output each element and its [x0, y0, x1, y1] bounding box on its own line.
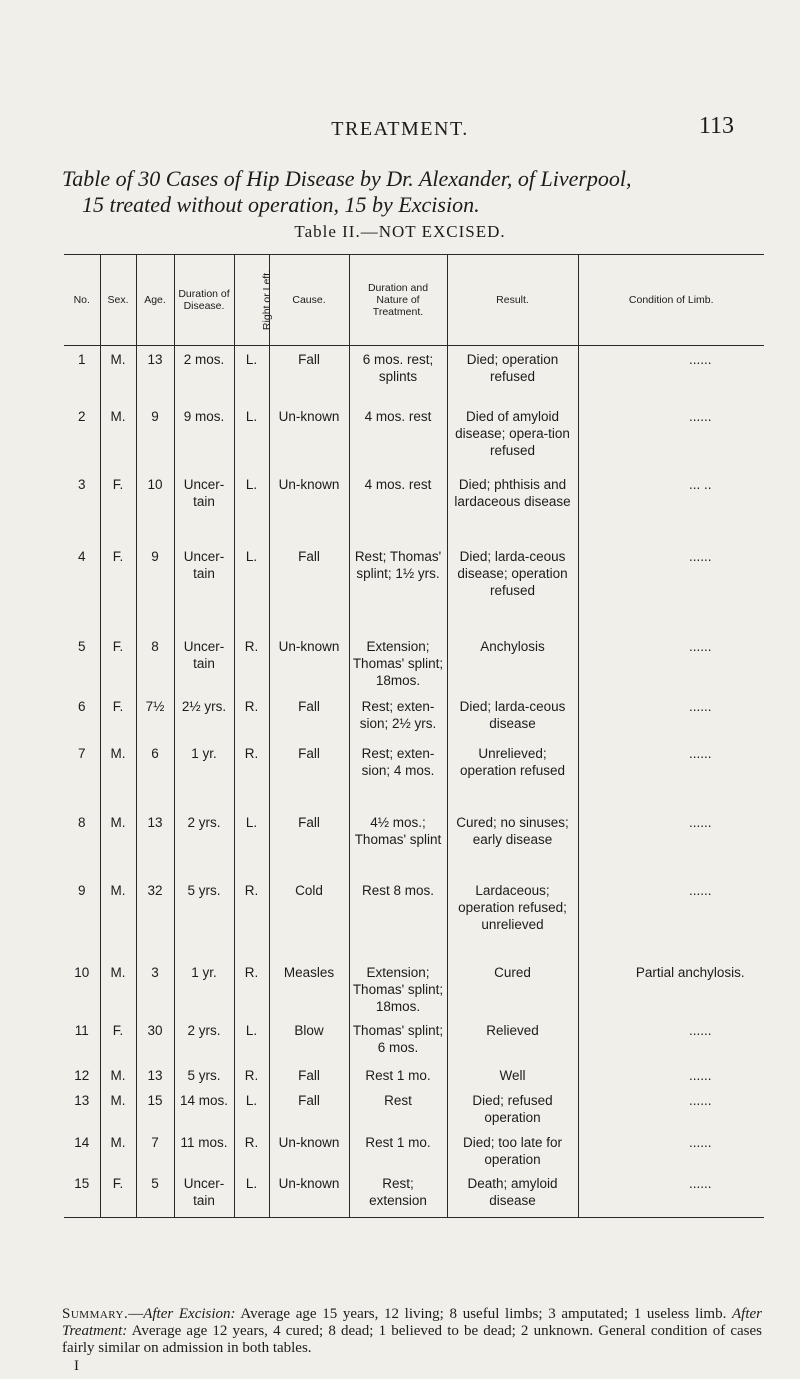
- table-row: [64, 877, 764, 959]
- column-header-label: No.: [73, 294, 90, 306]
- cell-condition: ......: [578, 877, 764, 959]
- table-row: [64, 1087, 764, 1129]
- cell-cause: Cold: [269, 877, 349, 959]
- summary-excision-label: After Excision:: [143, 1306, 236, 1322]
- cell-result: Well: [447, 1062, 578, 1087]
- cell-duration: 14 mos.: [174, 1087, 234, 1129]
- cell-age: 9: [136, 403, 174, 471]
- cell-treatment: 4 mos. rest: [349, 471, 447, 543]
- cell-cause: Fall: [269, 1062, 349, 1087]
- table-row: [64, 740, 764, 809]
- cell-side: L.: [234, 346, 269, 403]
- cell-result: Died; too late for operation: [447, 1129, 578, 1170]
- cell-result: Died; larda-ceous disease: [447, 693, 578, 740]
- cell-result: Cured; no sinuses; early disease: [447, 809, 578, 877]
- cell-no: 13: [74, 1092, 90, 1108]
- table-title: [62, 166, 752, 218]
- cell-age: 8: [136, 633, 174, 693]
- cell-cause: Fall: [269, 346, 349, 403]
- cell-age: 30: [136, 1017, 174, 1062]
- cell-sex: M.: [100, 809, 136, 877]
- cell-sex: F.: [100, 693, 136, 740]
- cell-sex: M.: [100, 1129, 136, 1170]
- cell-duration: 2 yrs.: [174, 809, 234, 877]
- cell-treatment: Extension; Thomas' splint; 18mos.: [349, 633, 447, 693]
- cell-duration: Uncer-tain: [174, 633, 234, 693]
- cell-sex: M.: [100, 877, 136, 959]
- cell-condition: ......: [578, 693, 764, 740]
- cell-duration: 2½ yrs.: [174, 693, 234, 740]
- cell-no: 9: [77, 882, 86, 898]
- cell-condition: ......: [578, 1129, 764, 1170]
- cell-age: 9: [136, 543, 174, 633]
- cell-side: R.: [234, 1062, 269, 1087]
- cell-result: Died; larda-ceous disease; operation refused: [447, 543, 578, 633]
- cell-treatment: Rest; exten-sion; 2½ yrs.: [349, 693, 447, 740]
- cell-cause: Measles: [269, 959, 349, 1017]
- cell-sex: M.: [100, 403, 136, 471]
- cell-treatment: Rest; exten-sion; 4 mos.: [349, 740, 447, 809]
- cell-side: L.: [234, 471, 269, 543]
- cell-sex: F.: [100, 1017, 136, 1062]
- cell-result: Died; refused operation: [447, 1087, 578, 1129]
- table-row: [64, 1129, 764, 1170]
- col-treatment-header: [349, 255, 447, 346]
- cell-side: L.: [234, 1017, 269, 1062]
- col-side-header: [234, 255, 273, 346]
- cell-no: 8: [77, 814, 86, 830]
- cell-no: 3: [77, 476, 86, 492]
- cases-table: [64, 254, 764, 1218]
- cell-cause: Un-known: [269, 633, 349, 693]
- cell-duration: 5 yrs.: [174, 1062, 234, 1087]
- page-number: 113: [698, 113, 734, 139]
- col-no-header: [64, 255, 100, 346]
- cell-condition: ......: [578, 1062, 764, 1087]
- table-row: [64, 959, 764, 1017]
- cell-age: 7½: [136, 693, 174, 740]
- cell-duration: Uncer-tain: [174, 543, 234, 633]
- cell-cause: Un-known: [269, 1129, 349, 1170]
- cell-result: Died of amyloid disease; opera-tion refused: [447, 403, 578, 471]
- cell-cause: Un-known: [269, 403, 349, 471]
- table-title-line-2: 15 treated without operation, 15 by Excision.: [82, 192, 480, 217]
- table-row: [64, 1017, 764, 1062]
- cell-condition: ......: [578, 1087, 764, 1129]
- cell-age: 13: [136, 809, 174, 877]
- table-body: [64, 346, 764, 1218]
- cell-duration: 9 mos.: [174, 403, 234, 471]
- table-header-row: [64, 255, 764, 346]
- cell-condition: ......: [578, 403, 764, 471]
- cell-side: R.: [234, 693, 269, 740]
- cell-side: L.: [234, 403, 269, 471]
- column-header-label: Cause.: [292, 294, 326, 306]
- cell-side: R.: [234, 1129, 269, 1170]
- cell-result: Died; operation refused: [447, 346, 578, 403]
- cell-no: 14: [74, 1134, 90, 1150]
- cell-age: 7: [136, 1129, 174, 1170]
- cell-no: 6: [77, 698, 86, 714]
- cell-treatment: 4 mos. rest: [349, 403, 447, 471]
- column-header-label: Duration and Nature of Treatment.: [367, 282, 429, 318]
- table-row: [64, 346, 764, 403]
- cell-condition: ......: [578, 809, 764, 877]
- cell-cause: Fall: [269, 693, 349, 740]
- cell-condition: ......: [578, 1170, 764, 1218]
- cell-condition: ......: [578, 543, 764, 633]
- cell-sex: M.: [100, 1062, 136, 1087]
- cell-sex: F.: [100, 543, 136, 633]
- cell-treatment: Rest 1 mo.: [349, 1129, 447, 1170]
- cell-cause: Fall: [269, 1087, 349, 1129]
- cell-sex: M.: [100, 1087, 136, 1129]
- table-row: [64, 693, 764, 740]
- cell-age: 13: [136, 1062, 174, 1087]
- cell-age: 32: [136, 877, 174, 959]
- cell-age: 3: [136, 959, 174, 1017]
- cell-duration: 5 yrs.: [174, 877, 234, 959]
- cell-duration: Uncer-tain: [174, 1170, 234, 1218]
- cell-result: Death; amyloid disease: [447, 1170, 578, 1218]
- table-row: [64, 1170, 764, 1218]
- cell-sex: F.: [100, 633, 136, 693]
- cell-treatment: Extension; Thomas' splint; 18mos.: [349, 959, 447, 1017]
- column-header-label: Sex.: [107, 294, 129, 306]
- col-condition-header: [578, 255, 764, 346]
- cell-cause: Fall: [269, 740, 349, 809]
- cell-result: Anchylosis: [447, 633, 578, 693]
- column-header-label: Duration of Disease.: [178, 288, 230, 312]
- cell-result: Lardaceous; operation refused; unrelieved: [447, 877, 578, 959]
- cell-treatment: 4½ mos.; Thomas' splint: [349, 809, 447, 877]
- cell-no: 2: [77, 408, 86, 424]
- cell-result: Unrelieved; operation refused: [447, 740, 578, 809]
- cell-result: Relieved: [447, 1017, 578, 1062]
- cell-condition: ......: [578, 633, 764, 693]
- col-duration-header: [174, 255, 234, 346]
- cell-duration: 11 mos.: [174, 1129, 234, 1170]
- column-header-label: Result.: [496, 294, 529, 306]
- table-title-line-1: Table of 30 Cases of Hip Disease by Dr. Alexander, of Liverpool,: [62, 166, 632, 191]
- cell-condition: ......: [578, 1017, 764, 1062]
- cell-condition: ... ..: [578, 471, 764, 543]
- cell-condition: Partial anchylosis.: [578, 959, 764, 1017]
- col-sex-header: [100, 255, 136, 346]
- cell-duration: 2 mos.: [174, 346, 234, 403]
- cell-cause: Un-known: [269, 1170, 349, 1218]
- cell-condition: ......: [578, 740, 764, 809]
- cell-side: L.: [234, 543, 269, 633]
- cell-treatment: Rest: [349, 1087, 447, 1129]
- col-cause-header: [269, 255, 349, 346]
- cell-no: 4: [77, 548, 86, 564]
- cell-duration: 1 yr.: [174, 959, 234, 1017]
- cell-cause: Blow: [269, 1017, 349, 1062]
- cell-cause: Un-known: [269, 471, 349, 543]
- cell-treatment: Thomas' splint; 6 mos.: [349, 1017, 447, 1062]
- cell-duration: 2 yrs.: [174, 1017, 234, 1062]
- column-header-label: Condition of Limb.: [628, 294, 714, 306]
- cell-sex: M.: [100, 740, 136, 809]
- summary-treatment-text: Average age 12 years, 4 cured; 8 dead; 1 believed to be dead; 2 unknown. General condition of cases fairly similar on admission in both tables.: [62, 1323, 762, 1356]
- cell-no: 15: [64, 1170, 100, 1218]
- cell-age: 10: [136, 471, 174, 543]
- table-subtitle: Table II.—NOT EXCISED.: [294, 222, 506, 241]
- cell-no: 7: [77, 745, 86, 761]
- cell-no: 11: [74, 1022, 89, 1038]
- cell-no: 12: [74, 1067, 90, 1083]
- summary-lead: Summary.: [62, 1306, 129, 1322]
- table-row: [64, 1062, 764, 1087]
- table-row: [64, 809, 764, 877]
- cell-age: 5: [136, 1170, 174, 1218]
- cell-age: 6: [136, 740, 174, 809]
- cell-sex: F.: [100, 471, 136, 543]
- cell-duration: 1 yr.: [174, 740, 234, 809]
- cell-side: R.: [234, 633, 269, 693]
- col-result-header: [447, 255, 578, 346]
- cell-side: R.: [234, 740, 269, 809]
- running-head: TREATMENT.: [331, 118, 469, 140]
- cell-treatment: Rest; extension: [349, 1170, 447, 1218]
- col-age-header: [136, 255, 174, 346]
- cell-side: L.: [234, 809, 269, 877]
- cell-sex: F.: [100, 1170, 136, 1218]
- table-row: [64, 403, 764, 471]
- summary-excision-text: Average age 15 years, 12 living; 8 useful limbs; 3 amputated; 1 useless limb.: [235, 1306, 732, 1322]
- cell-duration: Uncer-tain: [174, 471, 234, 543]
- cell-sex: M.: [100, 346, 136, 403]
- cell-treatment: 6 mos. rest; splints: [349, 346, 447, 403]
- cell-result: Died; phthisis and lardaceous disease: [447, 471, 578, 543]
- table-row: [64, 471, 764, 543]
- cell-condition: ......: [578, 346, 764, 403]
- cell-side: R.: [234, 959, 269, 1017]
- summary-treatment-label: After Treatment:: [62, 1306, 762, 1339]
- cell-side: L.: [234, 1087, 269, 1129]
- cell-cause: Fall: [269, 543, 349, 633]
- table-row: [64, 633, 764, 693]
- cell-treatment: Rest 1 mo.: [349, 1062, 447, 1087]
- cell-cause: Fall: [269, 809, 349, 877]
- cell-treatment: Rest; Thomas' splint; 1½ yrs.: [349, 543, 447, 633]
- cell-side: R.: [234, 877, 269, 959]
- cell-result: Cured: [447, 959, 578, 1017]
- table-row: [64, 543, 764, 633]
- column-header-label: Right or Left.: [260, 269, 273, 331]
- cell-age: 15: [136, 1087, 174, 1129]
- signature-mark: I: [74, 1358, 79, 1374]
- cell-no: 5: [77, 638, 86, 654]
- cell-no: 1: [77, 352, 86, 367]
- cell-no: 10: [74, 964, 90, 980]
- cell-age: 13: [136, 346, 174, 403]
- cell-treatment: Rest 8 mos.: [349, 877, 447, 959]
- summary-paragraph: [62, 1306, 762, 1357]
- cell-sex: M.: [100, 959, 136, 1017]
- summary-dash: —: [128, 1306, 144, 1322]
- column-header-label: Age.: [144, 294, 166, 306]
- cell-side: L.: [234, 1170, 269, 1218]
